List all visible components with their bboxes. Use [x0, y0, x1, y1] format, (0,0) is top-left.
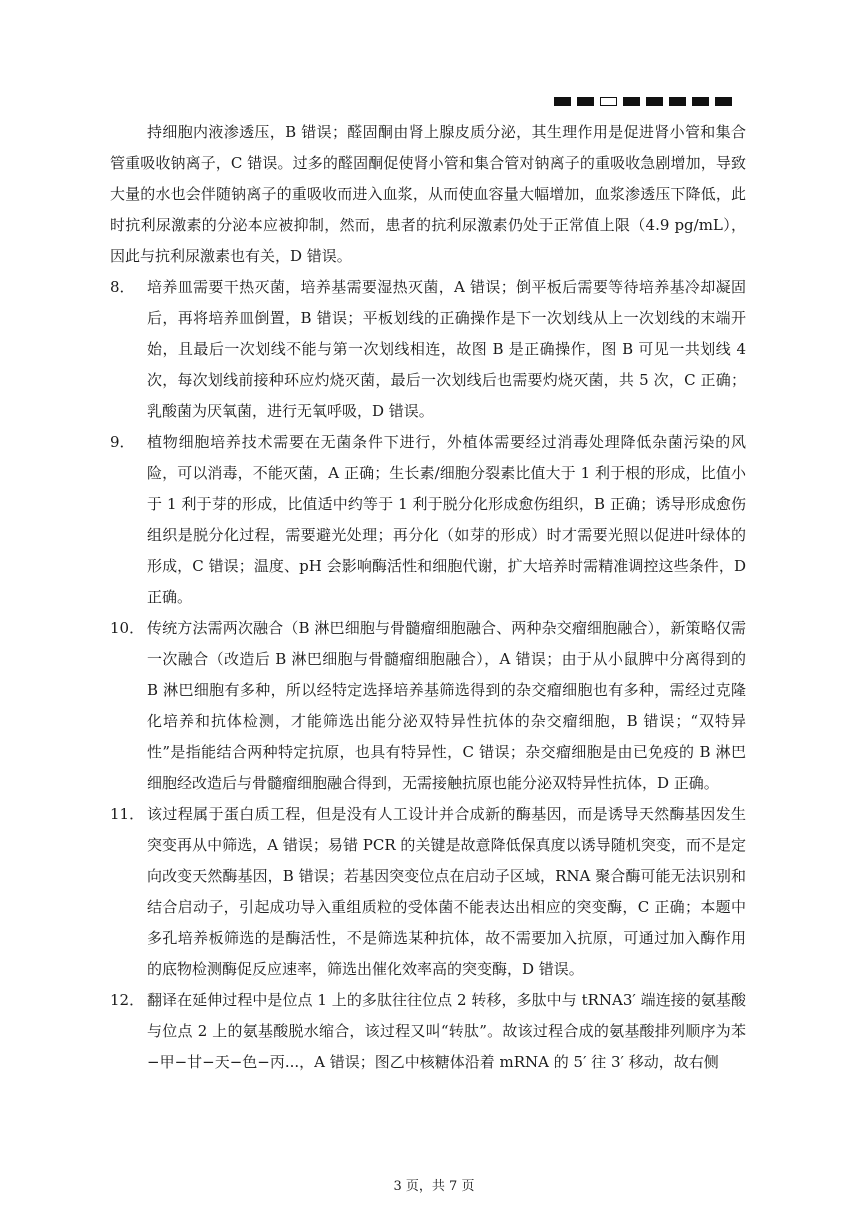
answer-content [110, 117, 746, 1078]
answer-item-9 [110, 427, 746, 613]
filled-square-mark [554, 97, 571, 106]
filled-square-mark [623, 97, 640, 106]
item-text: 该过程属于蛋白质工程，但是没有人工设计并合成新的酶基因，而是诱导天然酶基因发生突变再从中筛选，A 错误；易错 PCR 的关键是故意降低保真度以诱导随机突变，而不是定向改变天然酶基因，B 错误；若基因突变位点在启动子区域，RNA 聚合酶可能无法识别和结合启动子，引起成功导入重组质粒的受体菌不能表达出相应的突变酶，C 正确；本题中多孔培养板筛选的是酶活性，不是筛选某种抗体，故不需要加入抗原，可通过加入酶作用的底物检测酶促反应速率，筛选出催化效率高的突变酶，D 错误。 [147, 805, 746, 978]
item-number: 11． [110, 805, 145, 823]
item-text: 翻译在延伸过程中是位点 1 上的多肽往往位点 2 转移，多肽中与 tRNA3′ 端连接的氨基酸与位点 2 上的氨基酸脱水缩合，该过程又叫“转肽”。故该过程合成的氨基酸排列顺序为苯−甲−甘−天−色−丙...，A 错误；图乙中核糖体沿着 mRNA 的 5′ 往 3′ 移动，故右侧 [147, 991, 746, 1071]
page-footer: 3 页，共 7 页 [393, 1179, 475, 1194]
answer-item-10 [110, 613, 746, 799]
item-number: 12． [110, 991, 145, 1009]
item-text: 传统方法需两次融合（B 淋巴细胞与骨髓瘤细胞融合、两种杂交瘤细胞融合），新策略仅需一次融合（改造后 B 淋巴细胞与骨髓瘤细胞融合），A 错误；由于从小鼠脾中分离得到的 B 淋巴细胞有多种，所以经特定选择培养基筛选得到的杂交瘤细胞也有多种，需经过克隆化培养和抗体检测，才能筛选出能分泌双特异性抗体的杂交瘤细胞，B 错误；“双特异性”是指能结合两种特定抗原，也具有特异性，C 错误；杂交瘤细胞是由已免疫的 B 淋巴细胞经改造后与骨髓瘤细胞融合得到，无需接触抗原也能分泌双特异性抗体，D 正确。 [147, 619, 746, 792]
filled-square-mark [669, 97, 686, 106]
header-marks [554, 97, 732, 106]
item-number: 8． [110, 278, 135, 296]
item-text: 植物细胞培养技术需要在无菌条件下进行，外植体需要经过消毒处理降低杂菌污染的风险，可以消毒，不能灭菌，A 正确；生长素/细胞分裂素比值大于 1 利于根的形成，比值小于 1 利于芽的形成，比值适中约等于 1 利于脱分化形成愈伤组织，B 正确；诱导形成愈伤组织是脱分化过程，需要避光处理；再分化（如芽的形成）时才需要光照以促进叶绿体的形成，C 错误；温度、pH 会影响酶活性和细胞代谢，扩大培养时需精准调控这些条件，D 正确。 [147, 433, 746, 606]
filled-square-mark [692, 97, 709, 106]
continuation-paragraph: 持细胞内液渗透压，B 错误；醛固酮由肾上腺皮质分泌，其生理作用是促进肾小管和集合管重吸收钠离子，C 错误。过多的醛固酮促使肾小管和集合管对钠离子的重吸收急剧增加，导致大量的水也会伴随钠离子的重吸收而进入血浆，从而使血容量大幅增加，血浆渗透压下降低，此时抗利尿激素的分泌本应被抑制，然而，患者的抗利尿激素仍处于正常值上限（4.9 pg/mL），因此与抗利尿激素也有关，D 错误。 [110, 123, 746, 265]
item-number: 10． [110, 619, 145, 637]
hollow-square-mark [600, 97, 617, 106]
item-text: 培养皿需要干热灭菌，培养基需要湿热灭菌，A 错误；倒平板后需要等待培养基冷却凝固后，再将培养皿倒置，B 错误；平板划线的正确操作是下一次划线从上一次划线的末端开始，且最后一次划线不能与第一次划线相连，故图 B 是正确操作，图 B 可见一共划线 4 次，每次划线前接种环应灼烧灭菌，最后一次划线后也需要灼烧灭菌，共 5 次，C 正确；乳酸菌为厌氧菌，进行无氧呼吸，D 错误。 [147, 278, 746, 420]
filled-square-mark [577, 97, 594, 106]
item-number: 9． [110, 433, 135, 451]
answer-item-8 [110, 272, 746, 427]
filled-square-mark [646, 97, 663, 106]
filled-square-mark [715, 97, 732, 106]
answer-item-11 [110, 799, 746, 985]
answer-item-12 [110, 985, 746, 1078]
